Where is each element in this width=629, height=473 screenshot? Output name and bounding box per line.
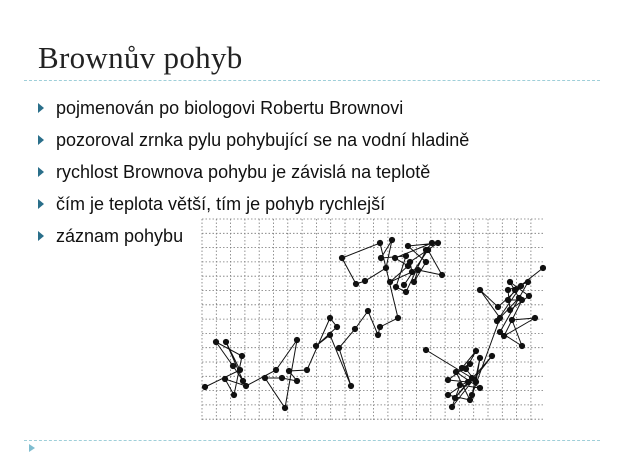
particle-position-dot — [494, 318, 500, 324]
particle-position-dot — [423, 259, 429, 265]
particle-position-dot — [294, 378, 300, 384]
particle-position-dot — [415, 267, 421, 273]
particle-position-dot — [495, 304, 501, 310]
particle-position-dot — [509, 317, 515, 323]
particle-position-dot — [362, 278, 368, 284]
particle-position-dot — [409, 269, 415, 275]
particle-position-dot — [469, 392, 475, 398]
particle-position-dot — [282, 405, 288, 411]
particle-position-dot — [243, 383, 249, 389]
particle-position-dot — [445, 392, 451, 398]
particle-position-dot — [375, 332, 381, 338]
particle-position-dot — [239, 353, 245, 359]
particle-position-dot — [445, 377, 451, 383]
particle-position-dot — [222, 376, 228, 382]
particle-position-dot — [525, 279, 531, 285]
particle-position-dot — [377, 324, 383, 330]
particle-position-dot — [202, 384, 208, 390]
particle-position-dot — [223, 339, 229, 345]
particle-position-dot — [352, 326, 358, 332]
bullet-text: pozoroval zrnka pylu pohybující se na vodní hladině — [56, 129, 470, 150]
particle-position-dot — [477, 355, 483, 361]
footer-divider — [24, 440, 600, 441]
particle-position-dot — [467, 361, 473, 367]
particle-position-dot — [377, 240, 383, 246]
particle-position-dot — [452, 395, 458, 401]
particle-position-dot — [279, 375, 285, 381]
particle-position-dot — [489, 353, 495, 359]
particle-position-dot — [540, 265, 546, 271]
particle-position-dot — [392, 255, 398, 261]
particle-position-dot — [407, 259, 413, 265]
particle-position-dot — [425, 247, 431, 253]
particle-position-dot — [439, 272, 445, 278]
bullet-item — [38, 156, 469, 188]
particle-position-dot — [507, 279, 513, 285]
particle-position-dot — [401, 282, 407, 288]
bullet-item — [38, 92, 469, 124]
particle-position-dot — [353, 281, 359, 287]
particle-position-dot — [262, 375, 268, 381]
particle-position-dot — [339, 255, 345, 261]
particle-position-dot — [519, 297, 525, 303]
particle-position-dot — [423, 347, 429, 353]
particle-position-dot — [403, 289, 409, 295]
bullet-arrow-icon — [38, 199, 44, 209]
particle-position-dot — [403, 253, 409, 259]
particle-position-dot — [213, 339, 219, 345]
slide-title: Brownův pohyb — [38, 40, 243, 75]
bullet-arrow-icon — [38, 135, 44, 145]
bullet-arrow-icon — [38, 167, 44, 177]
particle-position-dot — [348, 383, 354, 389]
particle-position-dot — [411, 279, 417, 285]
particle-position-dot — [378, 255, 384, 261]
particle-position-dot — [507, 307, 513, 313]
particle-position-dot — [336, 345, 342, 351]
particle-position-dot — [327, 332, 333, 338]
particle-position-dot — [519, 343, 525, 349]
particle-position-dot — [453, 369, 459, 375]
particle-position-dot — [518, 283, 524, 289]
particle-position-dot — [429, 240, 435, 246]
bullet-text: pojmenován po biologovi Robertu Brownovi — [56, 97, 404, 118]
particle-position-dot — [237, 367, 243, 373]
particle-path — [426, 268, 543, 407]
particle-position-dot — [532, 315, 538, 321]
corner-arrow-icon — [29, 444, 35, 452]
particle-position-dot — [463, 366, 469, 372]
particle-position-dot — [273, 367, 279, 373]
particle-position-dot — [313, 343, 319, 349]
particle-position-dot — [473, 348, 479, 354]
particle-position-dot — [387, 279, 393, 285]
particle-position-dot — [405, 243, 411, 249]
particle-position-dot — [304, 367, 310, 373]
particle-position-dot — [473, 379, 479, 385]
particle-position-dot — [505, 287, 511, 293]
title-divider — [24, 80, 600, 81]
bullet-text: záznam pohybu — [56, 225, 184, 246]
particle-position-dot — [449, 404, 455, 410]
particle-position-dot — [457, 382, 463, 388]
bullet-arrow-icon — [38, 231, 44, 241]
particle-position-dot — [477, 287, 483, 293]
particle-position-dot — [383, 265, 389, 271]
bullet-item — [38, 124, 469, 156]
particle-position-dot — [512, 287, 518, 293]
particle-position-dot — [505, 297, 511, 303]
bullet-text: čím je teplota větší, tím je pohyb rychlejší — [56, 193, 386, 214]
particle-position-dot — [230, 363, 236, 369]
particle-position-dot — [477, 385, 483, 391]
bullet-item — [38, 188, 469, 220]
particle-position-dot — [526, 293, 532, 299]
bullet-arrow-icon — [38, 103, 44, 113]
brownian-motion-trace — [201, 218, 546, 423]
bullet-text: rychlost Brownova pohybu je závislá na teplotě — [56, 161, 431, 182]
particle-position-dot — [286, 368, 292, 374]
particle-position-dot — [294, 337, 300, 343]
particle-position-dot — [501, 333, 507, 339]
particle-position-dot — [389, 237, 395, 243]
particle-position-dot — [327, 315, 333, 321]
particle-position-dot — [365, 308, 371, 314]
particle-position-dot — [395, 315, 401, 321]
particle-position-dot — [231, 392, 237, 398]
particle-position-dot — [393, 284, 399, 290]
particle-position-dot — [435, 240, 441, 246]
particle-position-dot — [334, 324, 340, 330]
particle-position-dot — [465, 379, 471, 385]
